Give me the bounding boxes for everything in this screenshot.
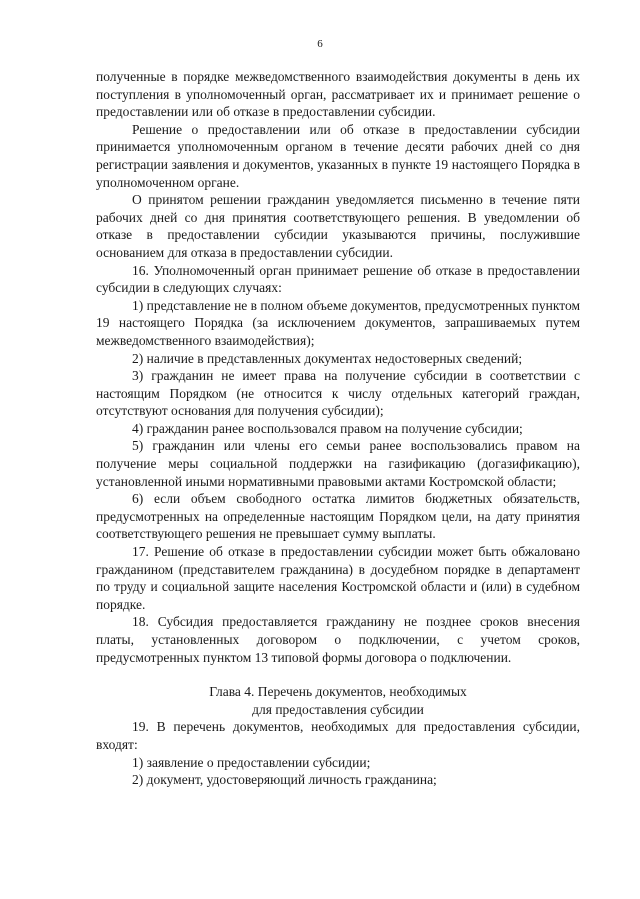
list-item: 6) если объем свободного остатка лимитов бюджетных обязательств, предусмотренных на определенные настоящим Порядком цели, на дату принятия соответствующего решения не превышает сумму выплаты.	[96, 491, 580, 542]
clause-17: 17. Решение об отказе в предоставлении субсидии может быть обжаловано гражданином (представителем гражданина) в досудебном порядке в департамент по труду и социальной защите населения Костромской области и (или) в судебном порядке.	[96, 544, 580, 612]
list-item: 1) заявление о предоставлении субсидии;	[132, 754, 371, 770]
paragraph: полученные в порядке межведомственного взаимодействия документы в день их поступления в уполномоченный орган, рассматривает их и принимает решение о предоставлении или об отказе в предоставлении субсидии.	[96, 69, 580, 120]
clause-19: 19. В перечень документов, необходимых для предоставления субсидии, входят:	[96, 719, 580, 752]
list-item: 2) наличие в представленных документах недостоверных сведений;	[132, 350, 523, 366]
list-item: 3) гражданин не имеет права на получение субсидии в соответствии с настоящим Порядком (не относится к числу отдельных категорий граждан, отсутствуют основания для получения субсидии);	[96, 368, 580, 419]
clause-16: 16. Уполномоченный орган принимает решение об отказе в предоставлении субсидии в следующих случаях:	[96, 262, 580, 296]
clause-18: 18. Субсидия предоставляется гражданину не позднее сроков внесения платы, установленных договором о подключении, с учетом сроков, предусмотренных пунктом 13 типовой формы договора о подключении.	[96, 614, 580, 665]
paragraph: Решение о предоставлении или об отказе в предоставлении субсидии принимается уполномоченным органом в течение десяти рабочих дней со дня регистрации заявления и документов, указанных в пункте 19 настоящего Порядка в уполномоченном органе.	[96, 121, 580, 190]
list-item: 4) гражданин ранее воспользовался правом на получение субсидии;	[132, 420, 523, 436]
paragraph: О принятом решении гражданин уведомляется письменно в течение пяти рабочих дней со дня принятия соответствующего решения. В уведомлении об отказе в предоставлении субсидии указываются причины, послужившие основанием для отказа в предоставлении субсидии.	[96, 192, 580, 260]
list-item: 2) документ, удостоверяющий личность гражданина;	[132, 772, 437, 788]
list-item: 1) представление не в полном объеме документов, предусмотренных пунктом 19 настоящего Порядка (за исключением документов, запрашиваемых путем межведомственного взаимодействия);	[96, 297, 580, 348]
document-body	[96, 68, 580, 789]
page-number: 6	[317, 38, 323, 50]
chapter-heading-line-1: Глава 4. Перечень документов, необходимых	[209, 684, 467, 700]
chapter-heading	[96, 683, 580, 718]
chapter-heading-line-2: для предоставления субсидии	[252, 701, 424, 717]
list-item: 5) гражданин или члены его семьи ранее воспользовались правом на получение меры социальной поддержки на газификацию (догазификацию), установленной иными нормативными правовыми актами Костромской области;	[96, 438, 580, 489]
